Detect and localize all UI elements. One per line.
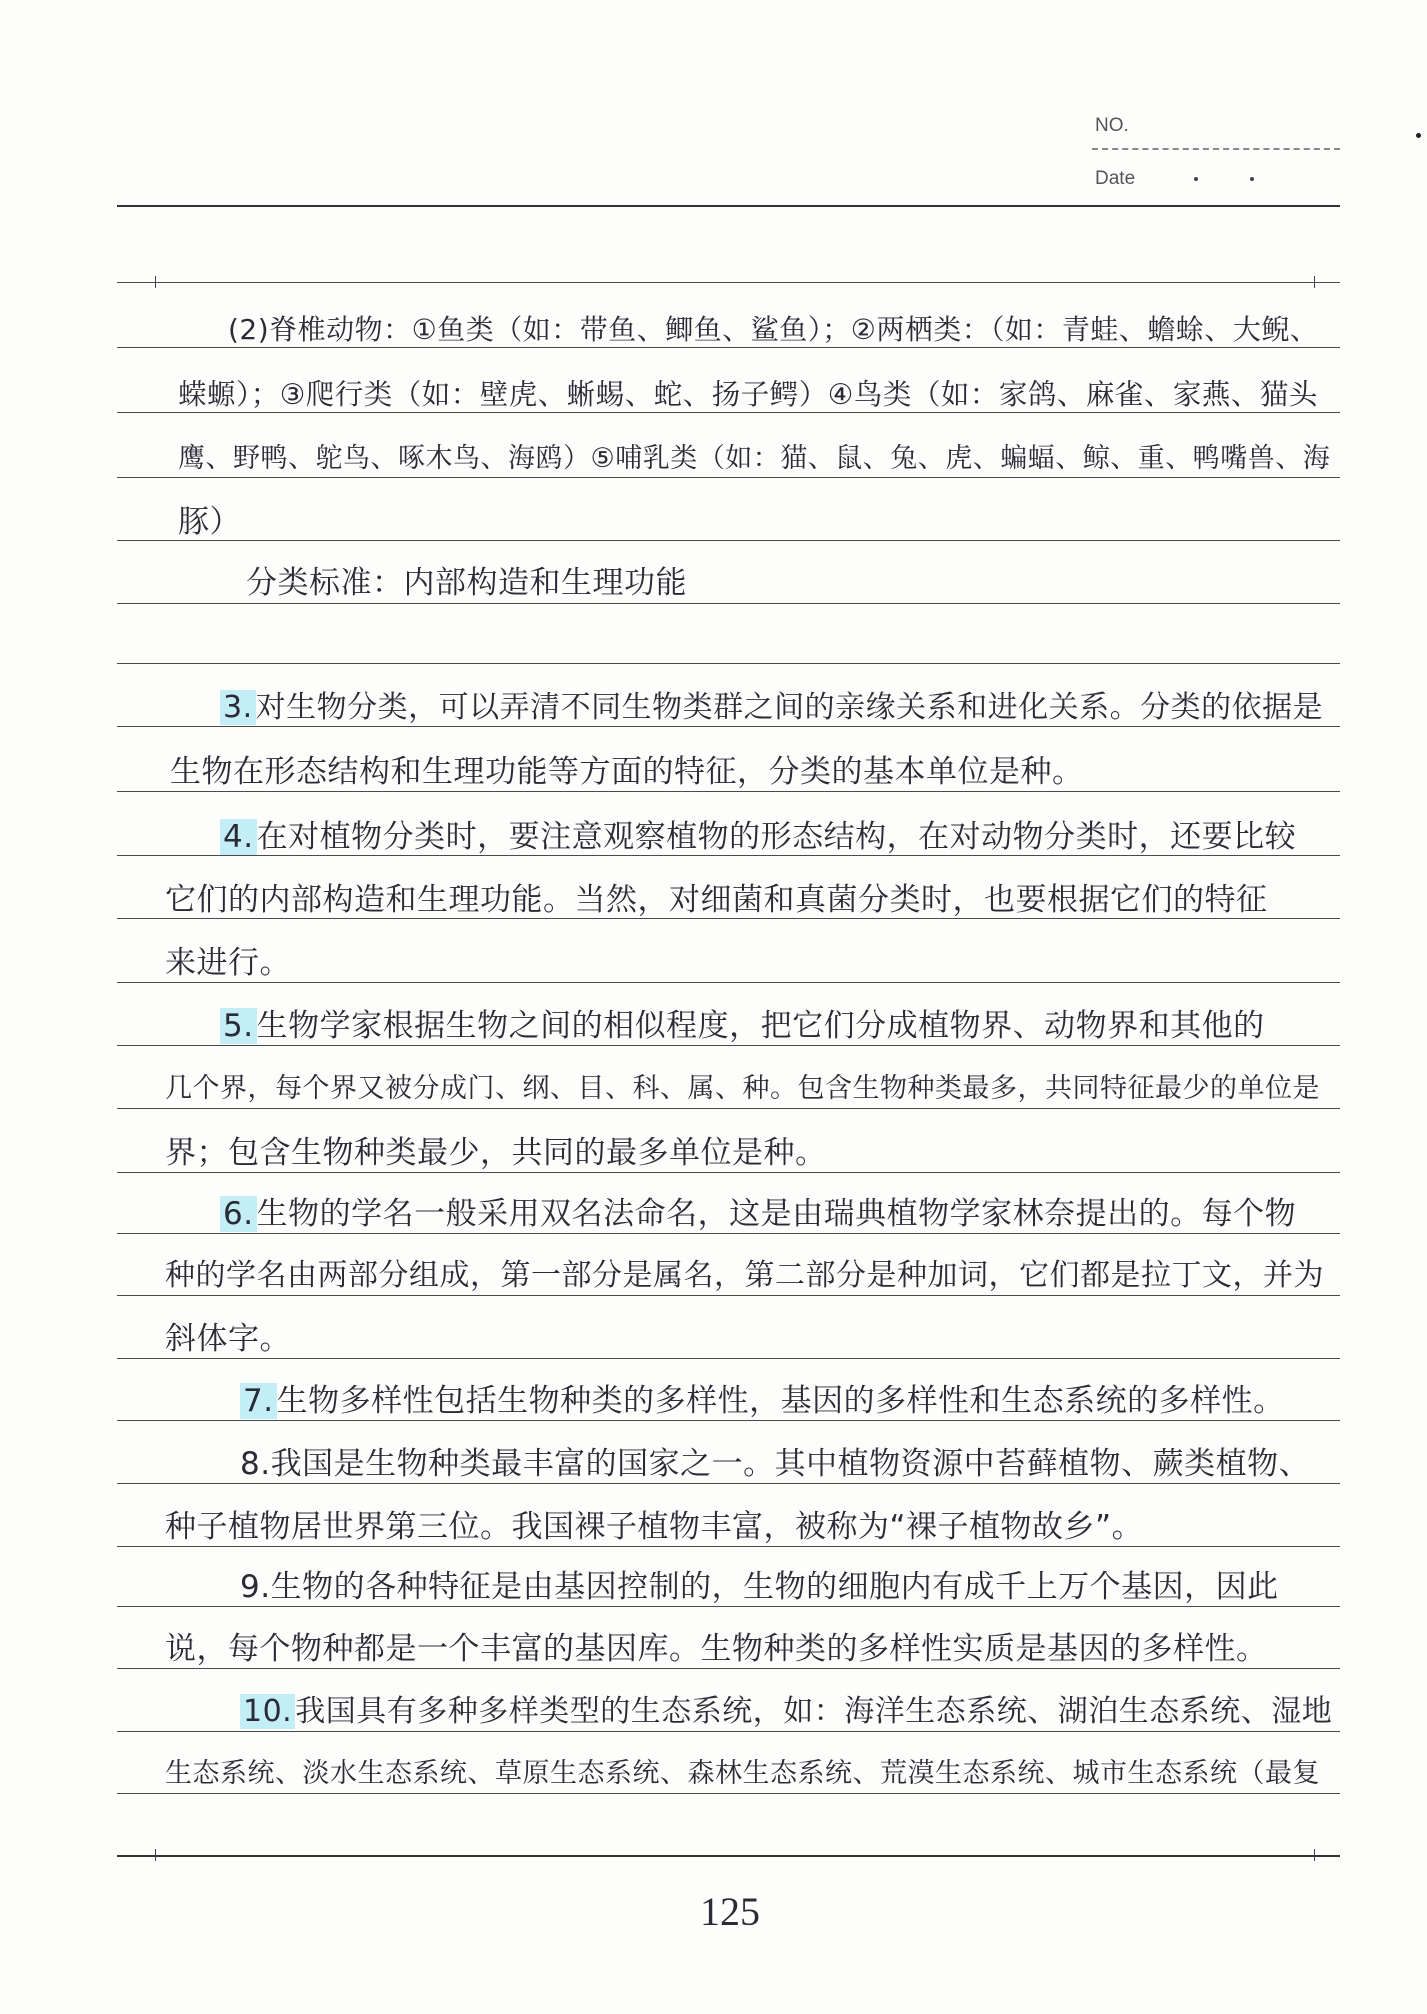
text-line: 斜体字。: [165, 1321, 291, 1357]
ruled-line: [117, 982, 1340, 983]
text-line: 来进行。: [165, 945, 291, 981]
text-line: 蝾螈）；③爬行类（如：壁虎、蜥蜴、蛇、扬子鳄）④鸟类（如：家鸽、麻雀、家燕、猫头: [178, 378, 1318, 411]
edge-mark: [1416, 133, 1421, 138]
item-6-line-1: 6.生物的学名一般采用双名法命名，这是由瑞典植物学家林奈提出的。每个物: [220, 1194, 1296, 1234]
ruled-line: [117, 603, 1340, 604]
item-number-highlight: 5.: [220, 1008, 257, 1044]
text-line: 生物在形态结构和生理功能等方面的特征，分类的基本单位是种。: [170, 754, 1084, 790]
ruled-line: [117, 282, 1340, 283]
text-line: 豚）: [178, 504, 241, 540]
item-number: 9.: [240, 1569, 271, 1605]
item-number-highlight: 7.: [240, 1383, 277, 1419]
ruled-line: [117, 1855, 1340, 1857]
margin-tick: [1314, 276, 1315, 288]
no-label: NO.: [1095, 115, 1129, 136]
item-4-line-1: 4.在对植物分类时，要注意观察植物的形态结构，在对动物分类时，还要比较: [220, 817, 1296, 857]
margin-tick: [1314, 1849, 1315, 1861]
item-7-line-1: 7.生物多样性包括生物种类的多样性，基因的多样性和生态系统的多样性。: [240, 1381, 1285, 1421]
text-line: 几个界，每个界又被分成门、纲、目、科、属、种。包含生物种类最多，共同特征最少的单位是: [165, 1073, 1320, 1104]
ruled-line: [117, 205, 1340, 207]
text-line: 分类标准：内部构造和生理功能: [246, 565, 687, 601]
date-dot: [1250, 177, 1254, 181]
no-field-line: [1092, 148, 1340, 150]
ruled-line: [117, 540, 1340, 541]
item-number-highlight: 3.: [220, 690, 256, 725]
ruled-line: [117, 1358, 1340, 1359]
text-line: (2)脊椎动物：①鱼类（如：带鱼、鲫鱼、鲨鱼）；②两栖类：（如：青蛙、蟾蜍、大鲵、: [228, 313, 1319, 346]
ruled-line: [117, 663, 1340, 664]
page-number: 125: [700, 1889, 760, 1934]
date-dot: [1194, 177, 1198, 181]
text-line: 种的学名由两部分组成，第一部分是属名，第二部分是种加词，它们都是拉丁文，并为: [165, 1258, 1324, 1293]
text-line: 种子植物居世界第三位。我国裸子植物丰富，被称为“裸子植物故乡”。: [165, 1509, 1144, 1545]
item-9-line-1: 9.生物的各种特征是由基因控制的，生物的细胞内有成千上万个基因，因此: [240, 1569, 1279, 1605]
item-number-highlight: 4.: [220, 819, 257, 855]
margin-tick: [155, 1849, 156, 1861]
item-number: 8.: [240, 1446, 271, 1482]
text-line: 鹰、野鸭、鸵鸟、啄木鸟、海鸥）⑤哺乳类（如：猫、鼠、兔、虎、蝙蝠、鲸、重、鸭嘴兽、海: [178, 443, 1331, 474]
item-5-line-1: 5.生物学家根据生物之间的相似程度，把它们分成植物界、动物界和其他的: [220, 1006, 1265, 1046]
text-line: 界；包含生物种类最少，共同的最多单位是种。: [165, 1135, 827, 1171]
date-label: Date: [1095, 168, 1136, 189]
text-line: 它们的内部构造和生理功能。当然，对细菌和真菌分类时，也要根据它们的特征: [165, 882, 1268, 918]
text-line: 说，每个物种都是一个丰富的基因库。生物种类的多样性实质是基因的多样性。: [165, 1631, 1268, 1667]
item-8-line-1: 8.我国是生物种类最丰富的国家之一。其中植物资源中苔藓植物、蕨类植物、: [240, 1446, 1311, 1482]
item-number-highlight: 10.: [240, 1694, 295, 1729]
item-10-line-1: 10. 我国具有多种多样类型的生态系统，如：海洋生态系统、湖泊生态系统、湿地: [240, 1692, 1332, 1732]
item-3-line-1: 3. 对生物分类，可以弄清不同生物类群之间的亲缘关系和进化关系。分类的依据是: [220, 688, 1323, 728]
text-line: 生态系统、淡水生态系统、草原生态系统、森林生态系统、荒漠生态系统、城市生态系统（最复: [165, 1758, 1320, 1789]
margin-tick: [155, 276, 156, 288]
item-number-highlight: 6.: [220, 1196, 257, 1232]
